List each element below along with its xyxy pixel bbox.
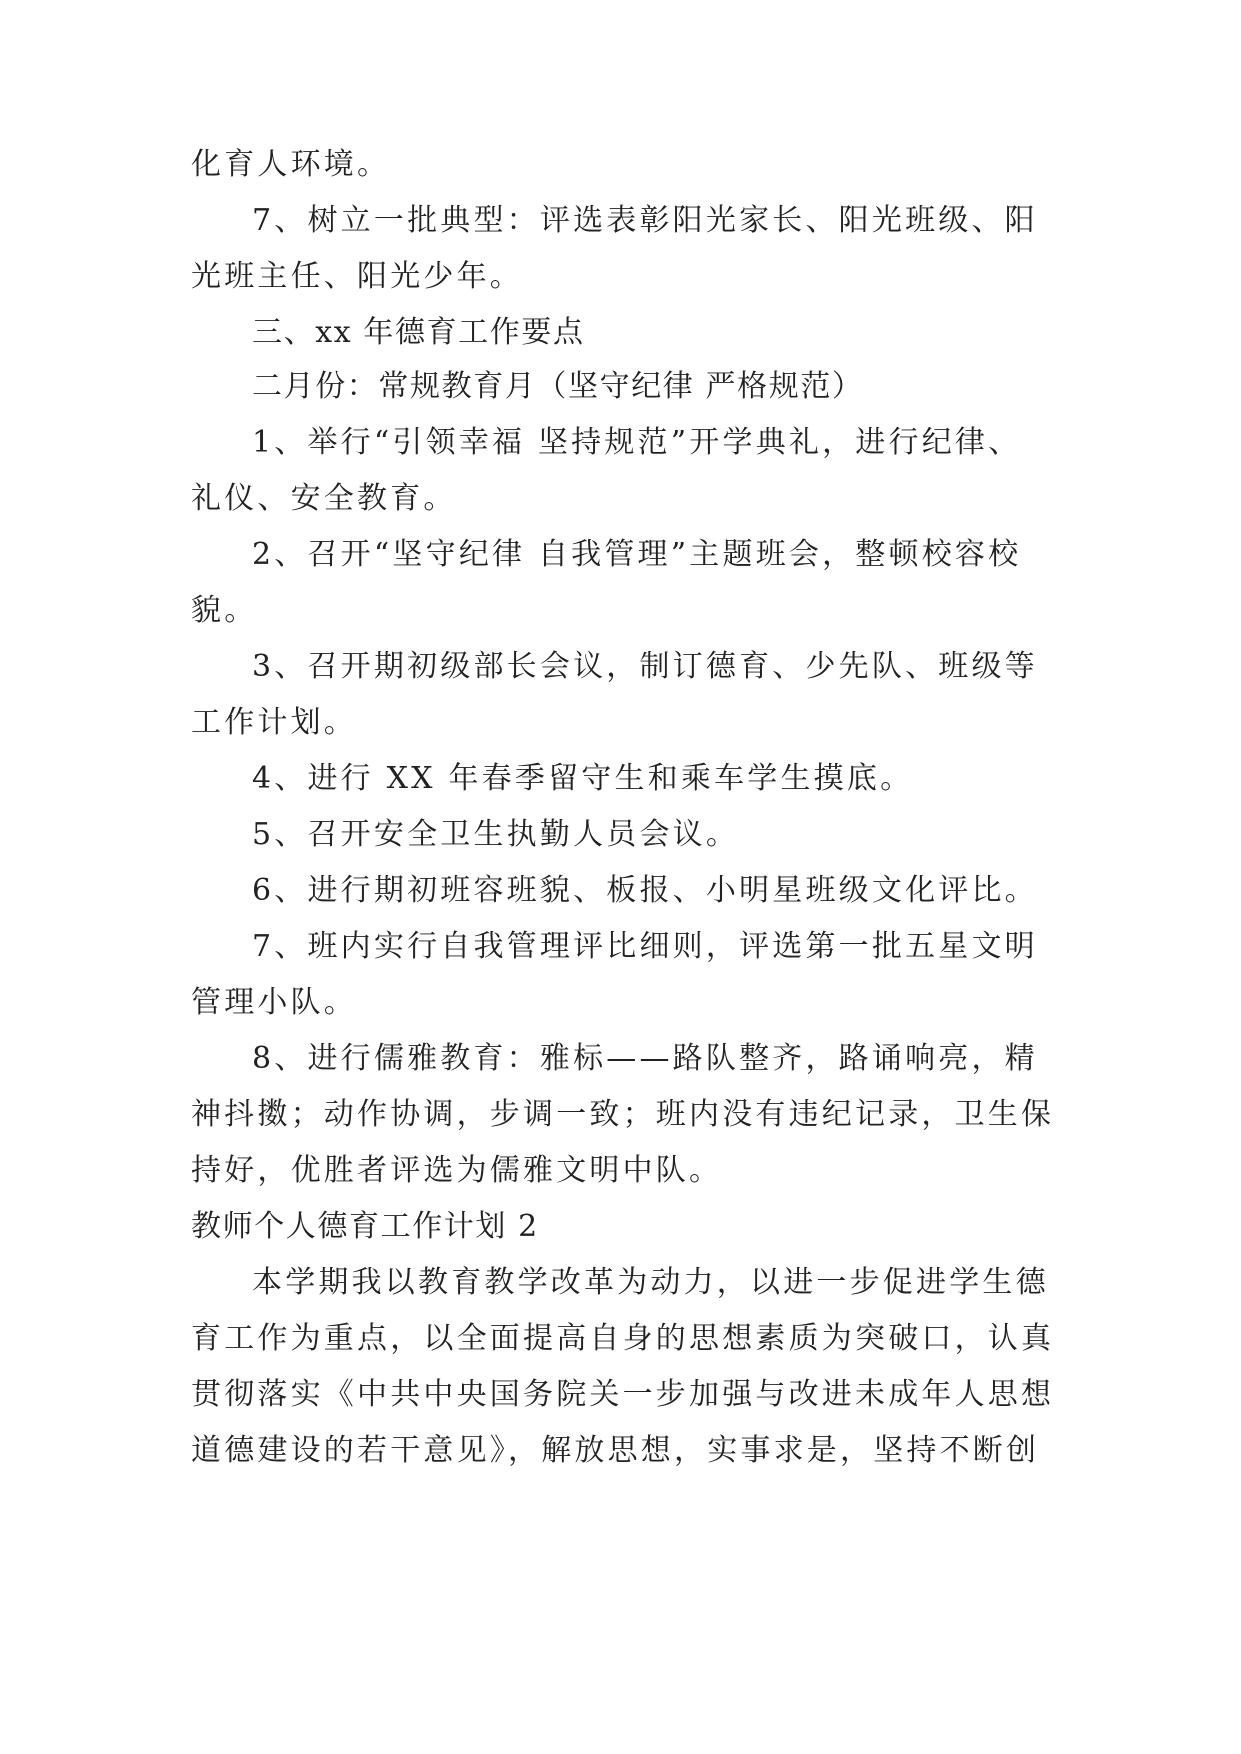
paragraph-line: 贯彻落实《中共中央国务院关一步加强与改进未成年人思想 [191, 1377, 1055, 1412]
paragraph-line: 道德建设的若干意见》，解放思想，实事求是，坚持不断创 [191, 1433, 1040, 1468]
paragraph-line: 神抖擞；动作协调，步调一致；班内没有违纪记录，卫生保 [191, 1097, 1055, 1132]
document-title: 教师个人德育工作计划 2 [191, 1209, 539, 1244]
paragraph-line: 持好，优胜者评选为儒雅文明中队。 [191, 1153, 723, 1188]
list-item-line: 6、进行期初班容班貌、板报、小明星班级文化评比。 [252, 873, 1038, 908]
paragraph-line: 本学期我以教育教学改革为动力，以进一步促进学生德 [252, 1265, 1049, 1300]
list-item-line: 2、召开“坚守纪律 自我管理”主题班会，整顿校容校 [252, 537, 1022, 572]
paragraph-line: 光班主任、阳光少年。 [191, 259, 523, 294]
month-heading: 二月份：常规教育月（坚守纪律 严格规范） [252, 369, 864, 404]
list-item-line: 1、举行“引领幸福 坚持规范”开学典礼，进行纪律、 [252, 425, 1022, 460]
list-item-line: 4、进行 XX 年春季留守生和乘车学生摸底。 [252, 761, 914, 796]
paragraph-line: 育工作为重点，以全面提高自身的思想素质为突破口，认真 [191, 1321, 1055, 1356]
list-item-line: 7、班内实行自我管理评比细则，评选第一批五星文明 [252, 929, 1038, 964]
paragraph-line: 管理小队。 [191, 985, 357, 1020]
list-item-line: 7、树立一批典型：评选表彰阳光家长、阳光班级、阳 [252, 203, 1038, 238]
paragraph-line: 貌。 [191, 593, 258, 628]
paragraph-line: 工作计划。 [191, 705, 357, 740]
paragraph-line: 化育人环境。 [191, 147, 391, 182]
list-item-line: 5、召开安全卫生执勤人员会议。 [252, 817, 740, 852]
paragraph-line: 礼仪、安全教育。 [191, 481, 457, 516]
section-heading: 三、xx 年德育工作要点 [252, 315, 585, 350]
list-item-line: 3、召开期初级部长会议，制订德育、少先队、班级等 [252, 649, 1038, 684]
list-item-line: 8、进行儒雅教育：雅标——路队整齐，路诵响亮，精 [252, 1041, 1038, 1076]
